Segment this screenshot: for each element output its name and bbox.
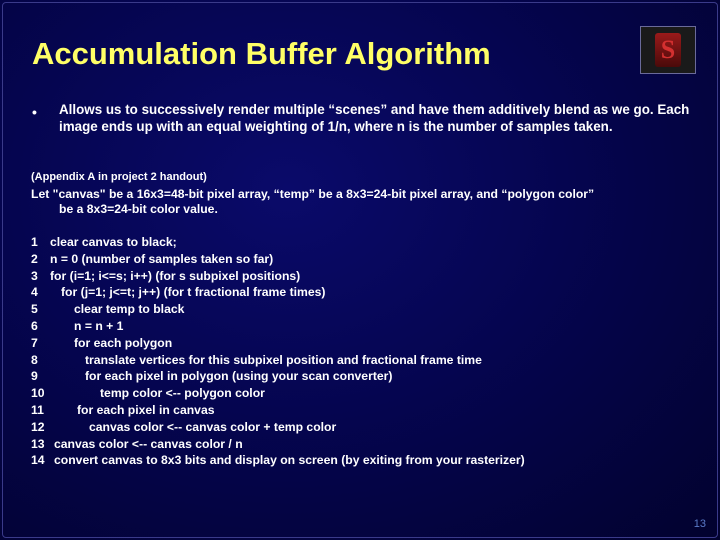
code-text: for each pixel in polygon (using your scan converter) [85, 369, 393, 384]
line-number: 5 [31, 302, 38, 317]
logo-glyph: S [660, 35, 676, 64]
code-text: for each pixel in canvas [77, 402, 215, 417]
bullet-icon: • [32, 104, 37, 120]
code-line [31, 318, 701, 335]
line-number: 4 [31, 285, 38, 300]
code-text: canvas color <-- canvas color / n [54, 436, 243, 451]
logo-image [640, 26, 696, 74]
code-text: for each polygon [74, 335, 173, 350]
line-number: 3 [31, 268, 38, 283]
code-text: convert canvas to 8x3 bits and display on screen (by exiting from your rasterizer) [54, 453, 525, 468]
logo-icon [655, 33, 681, 67]
appendix-note: (Appendix A in project 2 handout) [31, 171, 207, 183]
canvas-definition-line-1: Let "canvas" be a 16x3=48-bit pixel array, “temp” be a 8x3=24-bit pixel array, and “polygon color” [31, 187, 595, 201]
code-text: for (i=1; i<=s; i++) (for s subpixel positions) [50, 268, 301, 283]
slide-title: Accumulation Buffer Algorithm [32, 36, 491, 71]
canvas-definition [31, 187, 701, 216]
code-line [31, 301, 701, 318]
line-number: 1 [31, 235, 38, 249]
line-number: 7 [31, 335, 38, 350]
code-text: clear temp to black [74, 302, 185, 317]
code-line [31, 419, 701, 436]
code-line [31, 268, 701, 285]
canvas-definition-line-2: be a 8x3=24-bit color value. [59, 201, 218, 216]
code-line [31, 352, 701, 369]
code-text: n = 0 (number of samples taken so far) [50, 251, 274, 266]
line-number: 10 [31, 386, 45, 401]
line-number: 13 [31, 436, 45, 451]
code-line [31, 385, 701, 402]
line-number: 11 [31, 402, 44, 417]
code-line [31, 251, 701, 268]
code-line [31, 436, 701, 453]
code-text: canvas color <-- canvas color + temp color [89, 419, 337, 434]
code-line [31, 284, 701, 301]
line-number: 9 [31, 369, 38, 384]
code-line [31, 452, 701, 469]
line-number: 12 [31, 419, 45, 434]
code-line [31, 335, 701, 352]
bullet-text: Allows us to successively render multiple “scenes” and have them additively blend as we go. Each image ends up with an equal weighting of 1/n, where n is the number of samples taken. [59, 102, 690, 134]
line-number: 14 [31, 453, 45, 468]
code-text: n = n + 1 [74, 318, 124, 333]
code-line [31, 368, 701, 385]
page-number: 13 [693, 518, 706, 530]
code-line [31, 234, 701, 251]
line-number: 8 [31, 352, 38, 367]
code-text: clear canvas to black; [50, 235, 177, 249]
code-line [31, 402, 701, 419]
code-text: temp color <-- polygon color [100, 386, 265, 401]
pseudocode-block [31, 234, 701, 469]
code-text: translate vertices for this subpixel position and fractional frame time [85, 352, 482, 367]
line-number: 2 [31, 251, 38, 266]
line-number: 6 [31, 318, 38, 333]
code-text: for (j=1; j<=t; j++) (for t fractional frame times) [61, 285, 326, 300]
